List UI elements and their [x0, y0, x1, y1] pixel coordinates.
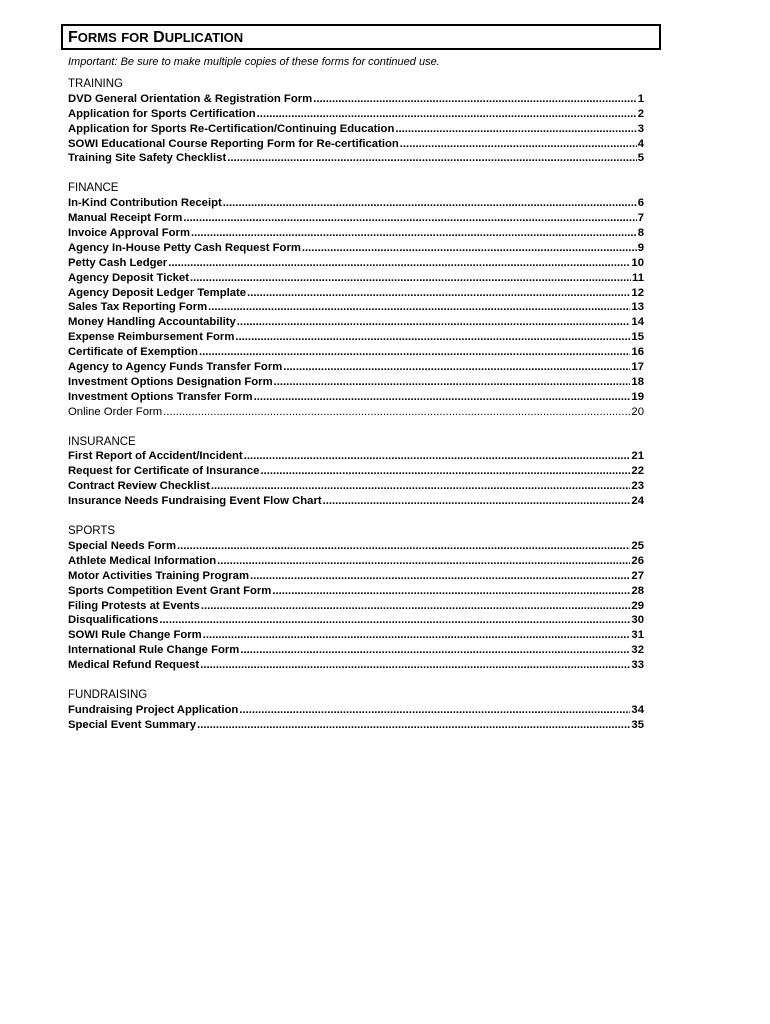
toc-entry-label: Investment Options Designation Form — [68, 375, 273, 388]
toc-entry[interactable] — [68, 405, 644, 420]
dot-leader — [257, 107, 637, 122]
dot-leader — [323, 494, 631, 509]
toc-entry-label: Application for Sports Re-Certification/Continuing Education — [68, 122, 395, 135]
toc-entry-page: 19 — [631, 390, 644, 403]
toc-entry-label: SOWI Rule Change Form — [68, 629, 202, 642]
dot-leader — [260, 464, 630, 479]
toc-entry[interactable] — [68, 494, 644, 509]
dot-leader — [400, 137, 637, 152]
toc-entry-page: 22 — [631, 465, 644, 478]
toc-entry-label: Fundraising Project Application — [68, 703, 239, 716]
dot-leader — [313, 92, 637, 107]
dot-leader — [168, 256, 630, 271]
toc-entry-label: Online Order Form — [68, 405, 163, 418]
dot-leader — [217, 554, 630, 569]
toc-entry-label: Certificate of Exemption — [68, 346, 198, 359]
toc-entry-page: 7 — [637, 212, 644, 225]
dot-leader — [190, 271, 631, 286]
toc-entry-label: First Report of Accident/Incident — [68, 450, 243, 463]
dot-leader — [240, 643, 630, 658]
toc-entry-page: 13 — [631, 301, 644, 314]
dot-leader — [183, 211, 636, 226]
toc-entry-label: Sports Competition Event Grant Form — [68, 584, 272, 597]
toc-entry[interactable] — [68, 122, 644, 137]
toc-entry-page: 6 — [637, 197, 644, 210]
section-training — [68, 77, 644, 166]
toc-entry-page: 26 — [631, 554, 644, 567]
section-heading: FINANCE — [68, 182, 119, 195]
toc-entry[interactable] — [68, 330, 644, 345]
toc-entry-label: Insurance Needs Fundraising Event Flow Chart — [68, 495, 322, 508]
dot-leader — [200, 658, 630, 673]
toc-entry[interactable] — [68, 375, 644, 390]
forms-list — [68, 77, 644, 748]
toc-entry-label: Filing Protests at Events — [68, 599, 200, 612]
dot-leader — [159, 613, 630, 628]
toc-entry-label: Request for Certificate of Insurance — [68, 465, 260, 478]
dot-leader — [254, 390, 631, 405]
toc-entry-label: Expense Reimbursement Form — [68, 331, 235, 344]
toc-entry[interactable] — [68, 271, 644, 286]
section-fundraising — [68, 688, 644, 733]
dot-leader — [197, 718, 630, 733]
toc-entry-page: 14 — [631, 316, 644, 329]
toc-entry-label: Special Needs Form — [68, 539, 176, 552]
toc-entry-label: Agency Deposit Ticket — [68, 271, 189, 284]
toc-entry[interactable] — [68, 300, 644, 315]
dot-leader — [163, 405, 630, 420]
important-note: Important: Be sure to make multiple copies of these forms for continued use. — [68, 56, 440, 68]
toc-entry-label: Training Site Safety Checklist — [68, 152, 227, 165]
toc-entry-page: 11 — [632, 271, 644, 284]
toc-entry-label: Disqualifications — [68, 614, 159, 627]
toc-entry-label: Application for Sports Certification — [68, 107, 256, 120]
dot-leader — [239, 703, 630, 718]
toc-entry-page: 17 — [631, 361, 644, 374]
toc-entry[interactable] — [68, 479, 644, 494]
toc-entry-page: 35 — [631, 718, 644, 731]
toc-entry[interactable] — [68, 315, 644, 330]
toc-entry-page: 16 — [631, 346, 644, 359]
toc-entry[interactable] — [68, 151, 644, 166]
toc-entry-page: 18 — [631, 375, 644, 388]
toc-entry-page: 28 — [631, 584, 644, 597]
dot-leader — [237, 315, 631, 330]
toc-entry[interactable] — [68, 599, 644, 614]
dot-leader — [250, 569, 630, 584]
toc-entry-label: SOWI Educational Course Reporting Form for Re-certification — [68, 137, 399, 150]
toc-entry-label: Agency Deposit Ledger Template — [68, 286, 247, 299]
toc-entry[interactable] — [68, 464, 644, 479]
toc-entry[interactable] — [68, 390, 644, 405]
toc-entry[interactable] — [68, 137, 644, 152]
section-sports — [68, 524, 644, 673]
toc-entry[interactable] — [68, 718, 644, 733]
section-finance — [68, 181, 644, 419]
section-heading: SPORTS — [68, 525, 116, 538]
dot-leader — [177, 539, 630, 554]
dot-leader — [395, 122, 636, 137]
toc-entry-page: 29 — [631, 599, 644, 612]
toc-entry[interactable] — [68, 658, 644, 673]
toc-entry-page: 5 — [637, 152, 644, 165]
toc-entry[interactable] — [68, 226, 644, 241]
dot-leader — [274, 375, 631, 390]
dot-leader — [203, 628, 631, 643]
dot-leader — [208, 300, 630, 315]
toc-entry-label: Money Handling Accountability — [68, 316, 236, 329]
toc-entry-label: Agency In-House Petty Cash Request Form — [68, 241, 301, 254]
toc-entry-page: 8 — [637, 227, 644, 240]
toc-entry[interactable] — [68, 628, 644, 643]
toc-entry[interactable] — [68, 360, 644, 375]
dot-leader — [191, 226, 637, 241]
toc-entry[interactable] — [68, 92, 644, 107]
toc-entry-page: 34 — [631, 703, 644, 716]
toc-entry-page: 24 — [631, 495, 644, 508]
dot-leader — [223, 196, 637, 211]
toc-entry[interactable] — [68, 345, 644, 360]
toc-entry-label: Athlete Medical Information — [68, 554, 217, 567]
toc-entry-page: 10 — [631, 256, 644, 269]
toc-entry-page: 33 — [631, 659, 644, 672]
dot-leader — [244, 449, 631, 464]
toc-entry-label: Contract Review Checklist — [68, 480, 210, 493]
toc-entry-page: 30 — [631, 614, 644, 627]
toc-entry-label: Investment Options Transfer Form — [68, 390, 253, 403]
dot-leader — [211, 479, 631, 494]
toc-entry-label: International Rule Change Form — [68, 644, 240, 657]
toc-entry-page: 1 — [637, 92, 644, 105]
toc-entry[interactable] — [68, 569, 644, 584]
dot-leader — [272, 584, 630, 599]
dot-leader — [247, 286, 630, 301]
toc-entry[interactable] — [68, 554, 644, 569]
toc-entry[interactable] — [68, 643, 644, 658]
toc-entry-page: 12 — [631, 286, 644, 299]
toc-entry-page: 15 — [631, 331, 644, 344]
toc-entry[interactable] — [68, 211, 644, 226]
toc-entry-page: 31 — [631, 629, 644, 642]
toc-entry-page: 27 — [631, 569, 644, 582]
toc-entry-label: DVD General Orientation & Registration Form — [68, 92, 313, 105]
toc-entry-label: Petty Cash Ledger — [68, 256, 168, 269]
dot-leader — [283, 360, 630, 375]
toc-entry-label: Manual Receipt Form — [68, 212, 183, 225]
toc-entry[interactable] — [68, 584, 644, 599]
section-heading: TRAINING — [68, 78, 123, 90]
toc-entry[interactable] — [68, 196, 644, 211]
page-title: FORMS FOR DUPLICATION — [68, 29, 244, 46]
toc-entry[interactable] — [68, 449, 644, 464]
toc-entry-label: Motor Activities Training Program — [68, 569, 249, 582]
toc-entry-page: 4 — [637, 137, 644, 150]
toc-entry-page: 32 — [631, 644, 644, 657]
toc-entry-page: 20 — [631, 405, 644, 418]
toc-entry[interactable] — [68, 703, 644, 718]
toc-entry[interactable] — [68, 256, 644, 271]
dot-leader — [235, 330, 630, 345]
toc-entry[interactable] — [68, 241, 644, 256]
dot-leader — [199, 345, 630, 360]
title-box — [61, 24, 661, 50]
toc-entry-label: In-Kind Contribution Receipt — [68, 197, 222, 210]
section-heading: INSURANCE — [68, 435, 136, 448]
toc-entry-label: Agency to Agency Funds Transfer Form — [68, 361, 283, 374]
toc-entry-page: 23 — [631, 480, 644, 493]
toc-entry[interactable] — [68, 107, 644, 122]
toc-entry-page: 2 — [637, 107, 644, 120]
toc-entry[interactable] — [68, 539, 644, 554]
dot-leader — [302, 241, 637, 256]
toc-entry-page: 3 — [637, 122, 644, 135]
toc-entry-label: Sales Tax Reporting Form — [68, 301, 208, 314]
toc-entry-page: 9 — [637, 241, 644, 254]
dot-leader — [227, 151, 636, 166]
toc-entry[interactable] — [68, 286, 644, 301]
dot-leader — [201, 599, 631, 614]
toc-entry-page: 21 — [631, 450, 644, 463]
toc-entry-label: Special Event Summary — [68, 718, 197, 731]
toc-entry-label: Invoice Approval Form — [68, 227, 190, 240]
toc-entry[interactable] — [68, 613, 644, 628]
section-heading: FUNDRAISING — [68, 688, 148, 701]
section-insurance — [68, 435, 644, 509]
toc-entry-page: 25 — [631, 539, 644, 552]
toc-entry-label: Medical Refund Request — [68, 659, 200, 672]
